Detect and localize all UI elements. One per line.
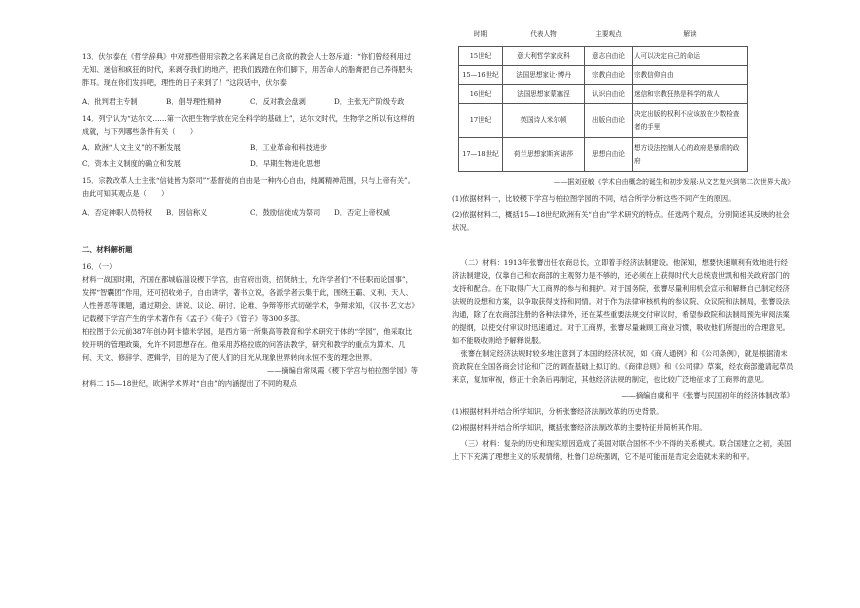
cell-view: 宗教自由论	[585, 66, 633, 85]
cell-note: 宗教信仰自由	[633, 66, 748, 85]
material-one-paragraph: 材料一战国时期，齐国在都城临淄设稷下学宫，由官府出资，招贤纳士，允许学者们“不任职而论国事”，发挥“智囊团”作用，还可招收弟子，自由讲学，著书立说，各派学者云集于此，围绕王霸、义利、天人、人性善恶等课题，通过期会、讲说、议论、研讨、论难、争辩等形式切磋学术，争辩求知，《汉书·艺文志》记载稷下学宫产生的学术著作有《孟子》《荀子》《管子》等300多部。	[82, 275, 415, 323]
sub-question-2: (2)依据材料二，概括15—18世纪欧洲有关“自由”学术研究的特点。任选两个观点，分别简述其反映的社会状况。	[452, 210, 790, 232]
part-two-source: ——摘编自虞和平《张謇与民国初年的经济体制改革》	[621, 391, 794, 400]
sub-question-3: (1)根据材料并结合所学知识，分析张謇经济法制改革的历史背景。	[452, 407, 664, 416]
question-13-options	[82, 95, 418, 108]
table-row	[459, 138, 748, 172]
cell-period: 16世纪	[459, 85, 503, 104]
cell-view: 思想自由论	[585, 138, 633, 172]
question-13-stem: 13．伏尔泰在《哲学辞典》中对那些借用宗教之名来满足自己贪欲的教会人士怒斥道：“你们曾经利用过无知、迷信和疯狂的时代，来剥夺我们的地产，把我们践踏在你们脚下，用苦命人的脂膏把自己养得肥头胖耳。现在你们发抖吧，理性的日子来到了！”这段话中，伏尔泰	[82, 52, 413, 87]
cell-view: 意志自由论	[585, 47, 633, 66]
option-a[interactable]: A．否定神职人员特权	[82, 208, 152, 217]
material-two-intro: 材料二 15—18世纪，欧洲学术界对“自由”的内涵提出了不同的观点	[82, 379, 297, 388]
cell-note: 迷信和宗教狂热是科学的敌人	[633, 85, 748, 104]
question-16-heading: 16．（一）	[82, 262, 117, 271]
cell-person: 荷兰思想家斯宾诺莎	[503, 138, 585, 172]
table-row	[459, 66, 748, 85]
cell-note: 决定出版的权利不应该放在少数检查者的手里	[633, 104, 748, 138]
option-b[interactable]: B．因信称义	[166, 208, 208, 217]
left-column	[82, 0, 418, 390]
cell-period: 15—16世纪	[459, 66, 503, 85]
option-d[interactable]: D．否定上帝权威	[334, 208, 391, 217]
option-a[interactable]: A．批判君主专制	[82, 97, 138, 106]
header-period: 时期	[473, 29, 488, 38]
cell-note: 想方设法控制人心的政府是暴虐的政府	[633, 138, 748, 172]
question-15-options	[82, 206, 418, 219]
sub-question-1: (1)依据材料一，比较稷下学宫与柏拉图学园的不同，结合所学分析这些不同产生的原因。	[452, 194, 736, 203]
part-two-material: （二）材料：1913年张謇出任农商总长，立即着手经济法制建设。他深知，想要快速顺利有效地进行经济法制建设，仅靠自己和农商部的主观努力是不够的，还必须在上获得时代大总统袁世凯和相关政府部门的支持和配合。在下取得广大工商界的参与和拥护。对于国务院，张謇尽量利用机会宣示和解释自己制定经济法规的设想和方案，以争取获得支持和同情。对于作为法律审核机构的参议院、众议院和法制局，张謇设法沟通，除了在农商部注册的各种法律外，还在某些重要法规交付审议时，希望参政院和法制局预先审阅法案的提纲，以使交付审议时迅速通过。对于工商界，张謇尽量兼顾工商业习惯，吸收他们所提出的合理意见。如不能吸收则给予解释说服。	[452, 258, 790, 345]
header-note: 解读	[683, 29, 697, 38]
cell-view: 出版自由论	[585, 104, 633, 138]
right-column	[452, 0, 794, 463]
material-one-paragraph-2: 柏拉图于公元前387年创办阿卡德米学园，是西方第一所集高等教育和学术研究于体的“学园”，他采取比较开明的管理政策，允许不同思想存在。他采用苏格拉底的问答法教学，研究和教学的重点为算术、几何、天文、修辞学、逻辑学，目的是为了使人们的目光从现象世界转向永恒不变的理念世界。	[82, 327, 413, 362]
table-source: ——据刘亚敏《学术自由概念的诞生和初步发展:从文艺复兴到第二次世界大战》	[553, 178, 794, 186]
question-14-stem: 14．列宁认为“达尔文……第一次把生物学放在完全科学的基础上”，达尔文时代，生物学之所以有这样的成就，与下列哪些条件有关（ ）	[82, 114, 415, 136]
cell-note: 人可以决定自己的命运	[633, 47, 748, 66]
cell-person: 法国思想家让·博丹	[503, 66, 585, 85]
option-d[interactable]: D．主张无产阶级专政	[334, 97, 405, 106]
option-a[interactable]: A．欧洲“人文主义”的不断发展	[82, 143, 181, 152]
table-row	[459, 85, 748, 104]
question-14-options-row2	[82, 157, 418, 170]
cell-period: 17世纪	[459, 104, 503, 138]
cell-person: 英国诗人米尔顿	[503, 104, 585, 138]
cell-period: 17—18世纪	[459, 138, 503, 172]
question-15-stem: 15．宗教改革人士主张“信徒皆为祭司”“基督徒的自由是一种内心自由，纯属精神范围，只与上帝有关”。由此可知其观点是（ ）	[82, 176, 415, 198]
cell-person: 法国思想家蒙塞涅	[503, 85, 585, 104]
question-14-options-row1	[82, 141, 418, 154]
material-one-source: ——摘编自常凤霞《稷下学宫与柏拉图学园》等	[267, 366, 418, 375]
cell-person: 意大利哲学家皮科	[503, 47, 585, 66]
table-row	[459, 47, 748, 66]
option-c[interactable]: C．鼓励信徒成为祭司	[250, 208, 321, 217]
table-row	[459, 104, 748, 138]
option-d[interactable]: D．早期生物进化思想	[250, 159, 321, 168]
sub-question-4: (2)根据材料并结合所学知识，概括张謇经济法制改革的主要特征并简析其作用。	[452, 423, 707, 432]
header-person: 代表人物	[530, 29, 557, 38]
cell-view: 认识自由论	[585, 85, 633, 104]
option-b[interactable]: B．工业革命和科技进步	[250, 143, 328, 152]
table-header-row	[459, 22, 748, 47]
option-b[interactable]: B．倡导理性精神	[166, 97, 222, 106]
freedom-table	[458, 22, 748, 172]
header-view: 主要观点	[595, 29, 622, 38]
option-c[interactable]: C．资本主义制度的确立和发展	[82, 159, 181, 168]
cell-period: 15世纪	[459, 47, 503, 66]
option-c[interactable]: C．反对教会盘剥	[250, 97, 306, 106]
part-two-material-2: 张謇在制定经济法规时较多地注意到了本国的经济状况，如《商人通例》和《公司条例》，就是根据清末资政院在全国各商会讨论和广泛的调查基础上拟订的。《商律总则》和《公司律》草案，经农商部邀请起草员来京，复加审视，修正十余条后再制定，其他经济法规的制定，也比较广泛地征求了工商界的意见。	[452, 349, 794, 384]
part-three-material: （三）材料：复杂的历史和现实原因造成了美国对联合国怀不少不得的关系模式。联合国建立之初，美国上下下充满了理想主义的乐观情绪，杜鲁门总统强调，它不是可能而是肯定会造就未来的和平。	[452, 439, 792, 461]
section-title: 二、材料解析题	[82, 245, 133, 254]
